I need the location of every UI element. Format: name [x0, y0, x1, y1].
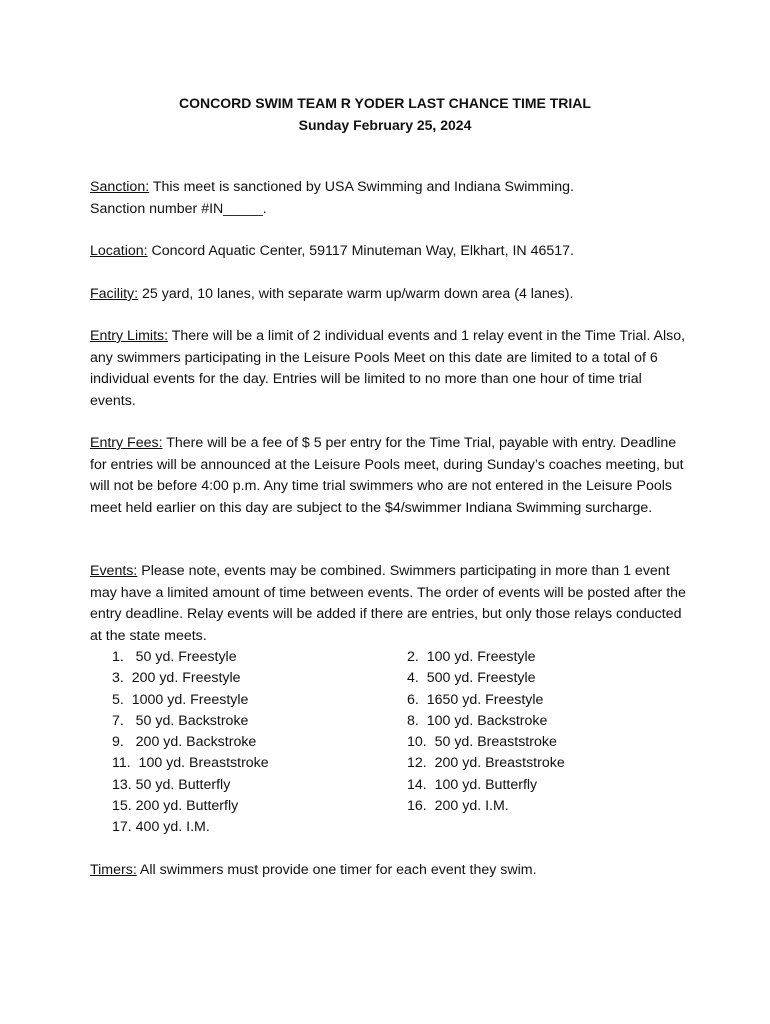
location-section: [90, 241, 690, 263]
event-item: 10. 50 yd. Breaststroke: [407, 734, 557, 751]
sanction-text: This meet is sanctioned by USA Swimming and Indiana Swimming.: [149, 179, 574, 195]
location-text: Concord Aquatic Center, 59117 Minuteman Way, Elkhart, IN 46517.: [147, 243, 574, 259]
entry-fees-text: There will be a fee of $ 5 per entry for the Time Trial, payable with entry. Deadline for entries will be announced at the Leisure Pools meet, during Sunday’s coaches meeting, but will not be before 4:00 p.m. Any time trial swimmers who are not entered in the Leisure Pools meet held earlier on this day are subject to the $4/swimmer Indiana Swimming surcharge.: [90, 435, 684, 516]
event-item: 14. 100 yd. Butterfly: [407, 776, 538, 793]
event-item: 9. 200 yd. Backstroke: [112, 734, 257, 751]
entry-fees-label: Entry Fees:: [90, 435, 163, 451]
event-item: 17. 400 yd. I.M.: [112, 819, 210, 836]
event-item: 1. 50 yd. Freestyle: [112, 649, 237, 665]
event-row: [90, 690, 690, 711]
event-item: 5. 1000 yd. Freestyle: [112, 691, 249, 708]
event-row: [90, 647, 690, 668]
event-row: [90, 775, 690, 796]
facility-text: 25 yard, 10 lanes, with separate warm up/warm down area (4 lanes).: [138, 286, 574, 302]
event-item: 3. 200 yd. Freestyle: [112, 670, 241, 687]
page-title: CONCORD SWIM TEAM R YODER LAST CHANCE TIME TRIAL: [179, 95, 591, 111]
event-row: [90, 668, 690, 689]
title-block: [0, 93, 770, 136]
event-row: [90, 753, 690, 774]
event-row: [90, 711, 690, 732]
events-list: [90, 647, 690, 839]
entry-limits-section: [90, 326, 690, 412]
event-item: 6. 1650 yd. Freestyle: [407, 691, 544, 708]
event-item: 4. 500 yd. Freestyle: [407, 670, 536, 687]
sanction-section: [90, 177, 690, 220]
timers-text: All swimmers must provide one timer for each event they swim.: [136, 862, 537, 878]
entry-fees-section: [90, 433, 690, 519]
entry-limits-text: There will be a limit of 2 individual events and 1 relay event in the Time Trial. Also, any swimmers participating in the Leisure Pools Meet on this date are limited to a total of 6 individual events for the day. Entries will be limited to no more than one hour of time trial events.: [90, 328, 686, 409]
event-item: 12. 200 yd. Breaststroke: [407, 755, 565, 772]
event-item: 11. 100 yd. Breaststroke: [112, 755, 269, 772]
event-item: 2. 100 yd. Freestyle: [407, 649, 536, 665]
location-label: Location:: [90, 243, 148, 259]
event-row: [90, 732, 690, 753]
events-text: Please note, events may be combined. Swimmers participating in more than 1 event may have a limited amount of time between events. The order of events will be posted after the entry deadline. Relay events will be added if there are entries, but only those relays conducted at the state meets.: [90, 563, 686, 644]
event-item: 13. 50 yd. Butterfly: [112, 776, 231, 793]
meet-date: Sunday February 25, 2024: [298, 116, 472, 133]
sanction-number: Sanction number #IN_____.: [90, 200, 267, 217]
timers-section: [90, 860, 690, 882]
event-row: [90, 817, 690, 838]
event-item: 16. 200 yd. I.M.: [407, 798, 509, 815]
entry-limits-label: Entry Limits:: [90, 328, 169, 344]
event-item: 15. 200 yd. Butterfly: [112, 798, 239, 815]
event-item: 7. 50 yd. Backstroke: [112, 712, 249, 729]
timers-label: Timers:: [90, 862, 137, 878]
facility-label: Facility:: [90, 286, 139, 302]
sanction-label: Sanction:: [90, 179, 150, 195]
events-label: Events:: [90, 563, 138, 579]
events-section: [90, 561, 690, 647]
facility-section: [90, 284, 690, 306]
event-row: [90, 796, 690, 817]
event-item: 8. 100 yd. Backstroke: [407, 712, 548, 729]
